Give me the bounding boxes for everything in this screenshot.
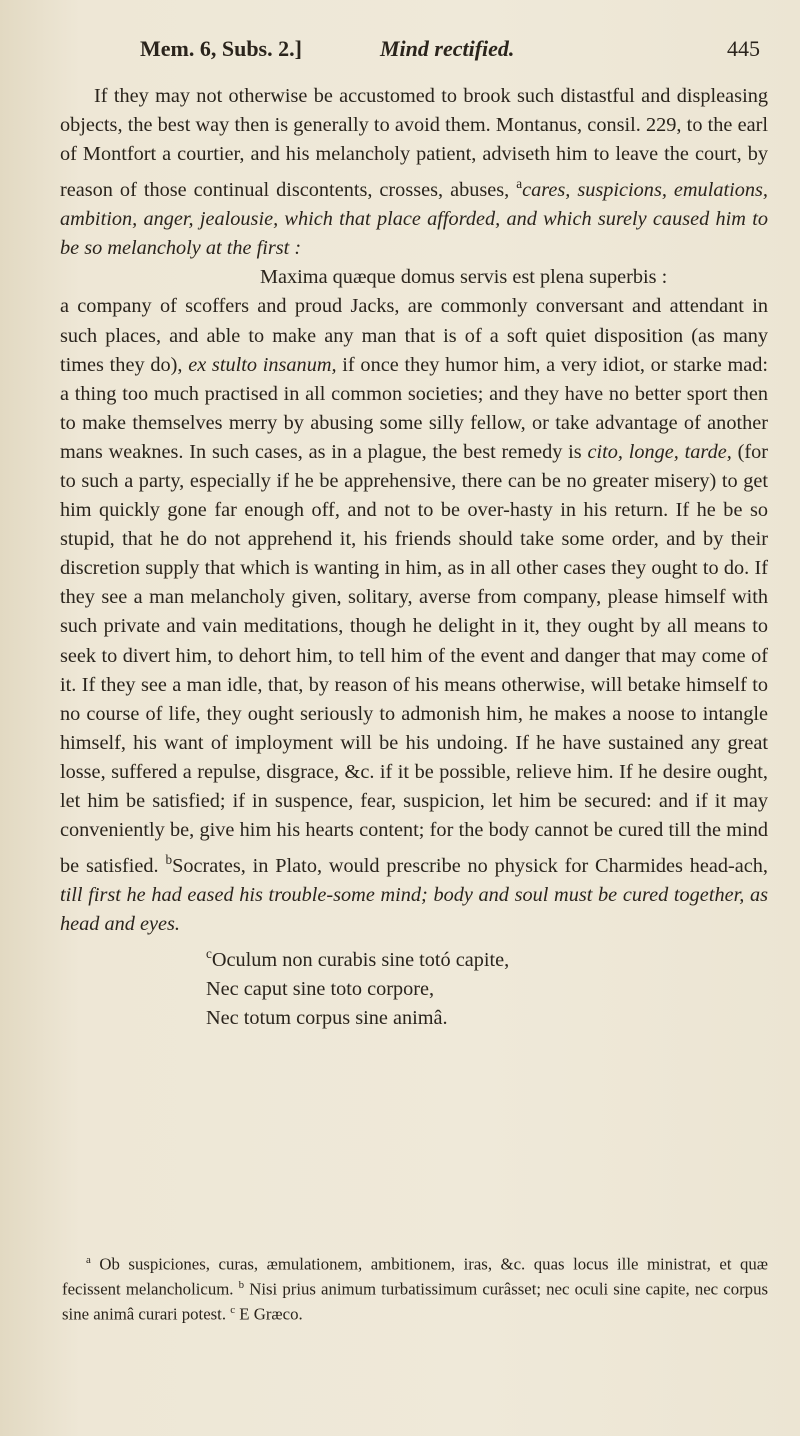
footnote-marker-b: b <box>165 852 173 868</box>
paragraph-1-italic: cares, suspicions, emulations, ambition, anger, jealousie, which that place afforded, and which surely caused him to be so melancholy at the first : <box>60 179 768 260</box>
main-text <box>60 82 768 1033</box>
running-head-title: Mind rectified. <box>380 36 515 61</box>
footnotes <box>62 1250 768 1325</box>
footnote-b-text: Nisi prius animum turbatissimum curâsset; nec oculi sine capite, nec corpus sine animâ curari potest. <box>62 1279 768 1324</box>
latin-verse <box>60 939 768 1033</box>
footnote-a-text: Ob suspiciones, curas, æmulationem, ambitionem, iras, &c. quas locus ille ministrat, et quæ fecissent melancholicum. <box>62 1254 768 1299</box>
running-header <box>140 36 760 68</box>
paragraph-1-text: If they may not otherwise be accustomed to brook such distastful and displeasing objects, the best way then is generally to avoid them. Montanus, consil. 229, to the earl of Montfort a courtier, and his melancholy patient, adviseth him to leave the court, by reason of those continual discontents, crosses, abuses, <box>60 85 768 202</box>
paragraph-2 <box>60 292 768 939</box>
paragraph-2-text-3: (for to such a party, especially if he be apprehensive, there can be no greater misery) to get him quickly gone far enough off, and not to be over-hasty in his return. If he be so stupid, that he do not apprehend it, his friends should take some order, and by their discretion supply that which is wanting in him, as in all other cases they ought to do. If they see a man melancholy given, solitary, averse from company, please himself with such private and vain meditations, though he delight in it, they ought by all means to seek to divert him, to dehort him, to tell him of the event and danger that may come of it. If they see a man idle, that, by reason of his means otherwise, will betake himself to no course of life, they ought seriously to admonish him, he makes a noose to intangle himself, his want of imployment will be his undoing. If he have sustained any great losse, suffered a repulse, disgrace, &c. if it be possible, relieve him. If he desire ought, let him be satisfied; if in suspence, fear, suspicion, let him be secured: and if it may conveniently be, give him his hearts content; for the body cannot be cured till the mind be satisfied. <box>60 440 768 877</box>
running-head-left: Mem. 6, Subs. 2.] <box>140 36 302 61</box>
footnote-marker-c: c <box>206 946 212 962</box>
paragraph-2-text-4: Socrates, in Plato, would prescribe no physick for Charmides head-ach, <box>172 854 768 877</box>
verse-line-1: $^c$Oculum non curabis sine totó capite, <box>206 946 510 972</box>
verse-line-2: Nec caput sine toto corpore, <box>206 978 435 1001</box>
footnote-a-mark: a <box>86 1254 91 1266</box>
paragraph-2-italic-2: cito, longe, tarde, <box>587 440 732 463</box>
footnote-b-mark: b <box>238 1279 245 1292</box>
paragraph-2-text-1: a company of scoffers and proud Jacks, are commonly conversant and attendant in such places, and able to make any man that is of a soft quiet disposition (as many times they do), <box>60 295 768 376</box>
footnote-c-text: E Græco. <box>239 1304 303 1324</box>
paragraph-2-text-2: if once they humor him, a very idiot, or starke mad: a thing too much practised in all common societies; and they have no better sport then to make themselves merry by abusing some silly fellow, or take advantage of another mans weaknes. In such cases, as in a plague, the best remedy is <box>60 353 769 463</box>
paragraph-1 <box>60 82 768 263</box>
paragraph-2-italic-3: till first he had eased his trouble-some mind; body and soul must be cured together, as head and eyes. <box>60 884 768 936</box>
paragraph-2-italic-1: ex stulto insanum, <box>188 353 337 376</box>
footnote-a <box>62 1250 768 1325</box>
verse-line-3: Nec totum corpus sine animâ. <box>206 1007 448 1030</box>
footnote-marker-a: a <box>516 176 523 192</box>
latin-quote: Maxima quæque domus servis est plena superbis : <box>260 266 668 289</box>
footnote-c-mark: c <box>230 1304 236 1317</box>
page-number: 445 <box>727 36 760 61</box>
